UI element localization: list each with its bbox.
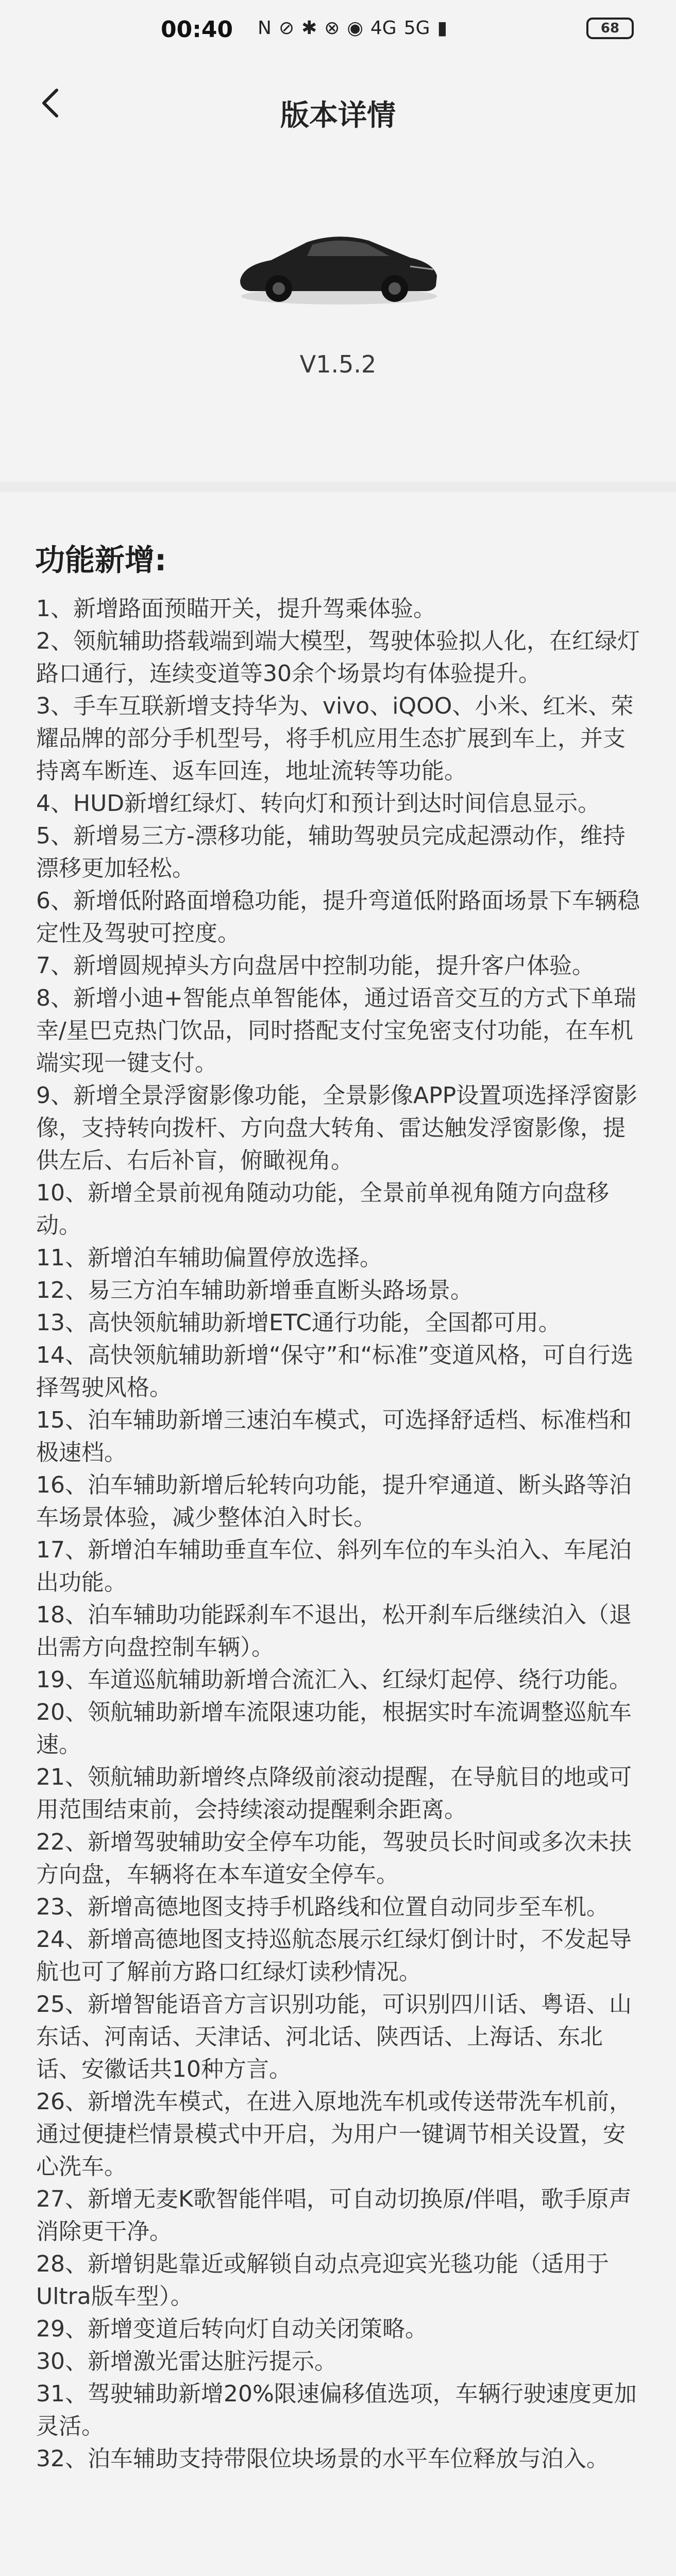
list-item: 17、新增泊车辅助垂直车位、斜列车位的车头泊入、车尾泊出功能。 (36, 1537, 632, 1596)
list-item: 1、新增路面预瞄开关，提升驾乘体验。 (36, 596, 436, 622)
list-item: 3、手车互联新增支持华为、vivo、iQOO、小米、红米、荣耀品牌的部分手机型号，将手机应用生态扩展到车上，并支持离车断连、返车回连，地址流转等功能。 (36, 693, 634, 784)
status-bar (0, 0, 676, 57)
list-item: 12、易三方泊车辅助新增垂直断头路场景。 (36, 1277, 473, 1303)
list-item: 16、泊车辅助新增后轮转向功能，提升窄通道、断头路等泊车场景体验，减少整体泊入时长。 (36, 1472, 632, 1531)
list-item: 10、新增全景前视角随动功能，全景前单视角随方向盘移动。 (36, 1180, 609, 1239)
list-item: 23、新增高德地图支持手机路线和位置自动同步至车机。 (36, 1894, 609, 1920)
network-4g-icon: 4G (370, 18, 397, 39)
list-item: 20、领航辅助新增车流限速功能，根据实时车流调整巡航车速。 (36, 1699, 632, 1758)
list-item: 22、新增驾驶辅助安全停车功能，驾驶员长时间或多次未扶方向盘，车辆将在本车道安全停车。 (36, 1829, 632, 1888)
list-item: 29、新增变道后转向灯自动关闭策略。 (36, 2316, 428, 2342)
list-item: 11、新增泊车辅助偏置停放选择。 (36, 1245, 382, 1271)
status-icons (258, 14, 447, 42)
list-item: 31、驾驶辅助新增20%限速偏移值选项，车辆行驶速度更加灵活。 (36, 2381, 637, 2439)
battery-icon: 68 (586, 18, 634, 39)
list-item: 18、泊车辅助功能踩刹车不退出，松开刹车后继续泊入（退出需方向盘控制车辆）。 (36, 1602, 632, 1660)
navigation-bar (0, 72, 676, 144)
nfc-icon: N (258, 18, 272, 39)
list-item: 2、领航辅助搭载端到端大模型，驾驶体验拟人化，在红绿灯路口通行，连续变道等30余个场景均有体验提升。 (36, 628, 640, 687)
list-item: 19、车道巡航辅助新增合流汇入、红绿灯起停、绕行功能。 (36, 1667, 632, 1693)
list-item: 26、新增洗车模式，在进入原地洗车机或传送带洗车机前，通过便捷栏情景模式中开启，为用户一键调节相关设置，安心洗车。 (36, 2089, 632, 2180)
do-not-disturb-icon: ⊘ (278, 18, 295, 39)
list-item: 28、新增钥匙靠近或解锁自动点亮迎宾光毯功能（适用于Ultra版车型）。 (36, 2251, 609, 2310)
list-item: 4、HUD新增红绿灯、转向灯和预计到达时间信息显示。 (36, 790, 601, 817)
list-item: 30、新增激光雷达脏污提示。 (36, 2348, 337, 2375)
new-features-list (36, 592, 644, 2475)
car-image (230, 209, 446, 312)
page-title: 版本详情 (280, 99, 396, 132)
list-item: 13、高快领航辅助新增ETC通行功能，全国都可用。 (36, 1310, 561, 1336)
list-item: 15、泊车辅助新增三速泊车模式，可选择舒适档、标准档和极速档。 (36, 1407, 632, 1466)
list-item: 9、新增全景浮窗影像功能，全景影像APP设置项选择浮窗影像，支持转向拨杆、方向盘大转角、雷达触发浮窗影像，提供左后、右后补盲，俯瞰视角。 (36, 1082, 638, 1174)
list-item: 7、新增圆规掉头方向盘居中控制功能，提升客户体验。 (36, 953, 595, 979)
divider (0, 482, 676, 492)
location-icon: ◉ (347, 18, 363, 39)
list-item: 5、新增易三方-漂移功能，辅助驾驶员完成起漂动作，维持漂移更加轻松。 (36, 823, 626, 882)
list-item: 32、泊车辅助支持带限位块场景的水平车位释放与泊入。 (36, 2446, 609, 2472)
network-5g-icon: 5G (403, 18, 430, 39)
list-item: 25、新增智能语音方言识别功能，可识别四川话、粤语、山东话、河南话、天津话、河北话、陕西话、上海话、东北话、安徽话共10种方言。 (36, 1991, 632, 2082)
list-item: 6、新增低附路面增稳功能，提升弯道低附路面场景下车辆稳定性及驾驶可控度。 (36, 888, 640, 946)
list-item: 14、高快领航辅助新增“保守”和“标准”变道风格，可自行选择驾驶风格。 (36, 1342, 634, 1401)
list-item: 24、新增高德地图支持巡航态展示红绿灯倒计时，不发起导航也可了解前方路口红绿灯读秒情况。 (36, 1926, 632, 1985)
list-item: 27、新增无麦K歌智能伴唱，可自动切换原/伴唱，歌手原声消除更干净。 (36, 2186, 632, 2245)
list-item: 8、新增小迪+智能点单智能体，通过语音交互的方式下单瑞幸/星巴克热门饮品，同时搭配支付宝免密支付功能，在车机端实现一键支付。 (36, 985, 636, 1076)
section-title-new-features: 功能新增: (35, 543, 167, 578)
signal-icon: ▮ (437, 18, 448, 39)
vibrate-icon: ⊗ (324, 18, 340, 39)
status-time: 00:40 (161, 16, 233, 43)
version-label: V1.5.2 (299, 350, 377, 378)
bluetooth-icon: ✱ (301, 18, 317, 39)
list-item: 21、领航辅助新增终点降级前滚动提醒，在导航目的地或可用范围结束前，会持续滚动提醒剩余距离。 (36, 1764, 632, 1823)
